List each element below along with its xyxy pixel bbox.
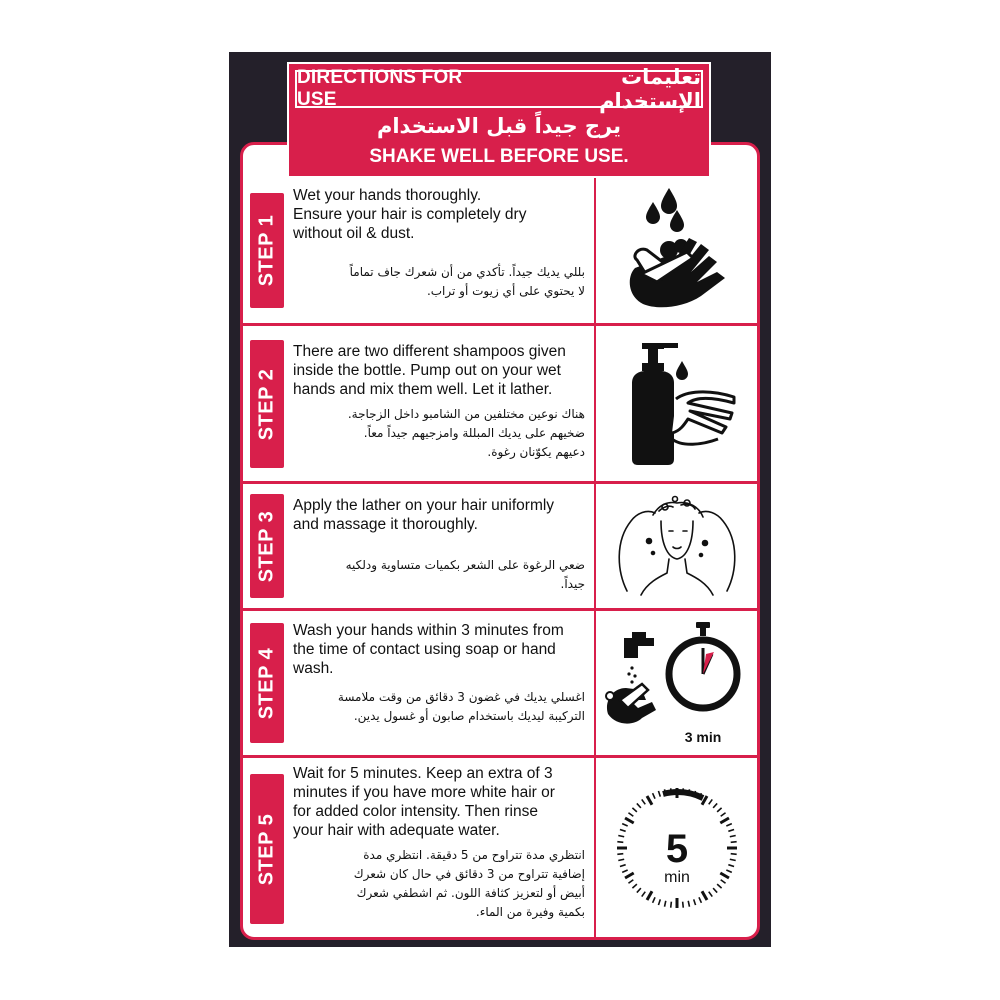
dial-tick — [694, 899, 696, 905]
dial-tick — [730, 835, 736, 836]
hair-massage-icon — [598, 484, 756, 608]
dial-tick — [625, 818, 634, 823]
step-2 — [243, 326, 757, 481]
dial-tick — [628, 812, 633, 816]
dial-tick — [628, 879, 633, 883]
text-line: Wash your hands within 3 minutes from — [293, 622, 564, 639]
step-label: STEP 5 — [255, 813, 278, 885]
text-line: جيداً. — [560, 577, 585, 591]
five-minute-timer-icon — [598, 758, 756, 937]
dial-tick — [637, 803, 641, 807]
text-line: لا يحتوي على أي زيوت أو تراب. — [426, 284, 585, 298]
text-line: هناك نوعين مختلفين من الشامبو داخل الزجاجة. — [347, 407, 585, 421]
text-line: انتظري مدة تتراوح من 5 دقيقة. انتظري مدة — [363, 848, 585, 862]
step-instructions-arabic — [293, 556, 593, 594]
text-line: your hair with adequate water. — [293, 822, 500, 839]
timer-label: 3 min — [684, 729, 722, 745]
dial-tick — [720, 873, 729, 878]
text-line: دعيهم يكوّنان رغوة. — [487, 445, 585, 459]
step-label: STEP 4 — [255, 647, 278, 719]
dial-tick — [637, 888, 641, 892]
text-line: Apply the lather on your hair uniformly — [293, 497, 555, 514]
step-instructions-english — [293, 186, 593, 243]
dial-tick — [709, 891, 713, 896]
step-instructions-english — [293, 496, 593, 534]
text-line: Wait for 5 minutes. Keep an extra of 3 — [293, 765, 553, 782]
dial-tick — [617, 841, 623, 842]
shake-note-english: SHAKE WELL BEFORE USE. — [369, 146, 629, 167]
dial-tick — [632, 884, 636, 888]
text-line: إضافية تتراوح من 3 دقائق في حال كان شعرك — [353, 867, 585, 881]
wet-hands-icon — [598, 178, 756, 323]
text-line: أبيض أو لتعزيز كثافة اللون. ثم اشطفي شعرك — [356, 886, 585, 900]
wash-hands-timer-icon — [598, 611, 756, 755]
step-3 — [243, 484, 757, 608]
step-text — [293, 186, 593, 301]
dial-tick — [625, 873, 634, 878]
title-arabic: تعليمات الإستخدام — [599, 65, 701, 113]
step-label: STEP 1 — [255, 214, 278, 287]
step-instructions-english — [293, 342, 593, 399]
dial-tick — [683, 901, 684, 907]
dial-tick — [642, 891, 646, 896]
dial-tick — [642, 799, 646, 804]
step-5 — [243, 758, 757, 937]
step-instructions-arabic — [293, 405, 593, 462]
text-line: without oil & dust. — [293, 225, 415, 242]
dial-tick — [622, 869, 627, 871]
dial-tick — [720, 818, 729, 823]
dial-tick — [717, 884, 721, 888]
step-label-tab — [250, 774, 284, 924]
dial-tick — [653, 897, 655, 902]
dial-tick — [731, 853, 737, 854]
dial-tick — [618, 835, 624, 836]
dial-tick — [665, 900, 666, 906]
dial-tick — [688, 900, 689, 906]
timer-unit: min — [664, 868, 690, 886]
dial-tick — [721, 812, 726, 816]
dial-tick — [658, 790, 660, 796]
step-label: STEP 3 — [255, 510, 278, 582]
step-text — [293, 621, 593, 726]
step-text — [293, 496, 593, 594]
step-instructions-arabic — [293, 263, 593, 301]
header-banner — [287, 62, 711, 178]
text-line: اغسلي يديك في غضون 3 دقائق من وقت ملامسة — [337, 690, 585, 704]
step-label-tab — [250, 494, 284, 598]
dial-tick — [728, 829, 734, 831]
timer-number: 5 — [665, 826, 689, 871]
text-line: inside the bottle. Pump out on your wet — [293, 362, 561, 379]
text-line: بكمية وفيرة من الماء. — [475, 905, 585, 919]
step-instructions-english — [293, 764, 593, 840]
dial-tick — [713, 888, 717, 892]
dial-tick — [731, 841, 737, 842]
dial-tick — [713, 803, 717, 807]
step-label: STEP 2 — [255, 368, 278, 440]
dial-tick — [721, 879, 726, 883]
dial-tick — [647, 891, 652, 900]
text-line: There are two different shampoos given — [293, 343, 566, 360]
text-line: wash. — [293, 660, 334, 677]
step-instructions-arabic — [293, 846, 593, 922]
step-label-tab — [250, 193, 284, 308]
step-text — [293, 764, 593, 922]
dial-tick — [658, 899, 660, 905]
step-text — [293, 342, 593, 462]
title-english: DIRECTIONS FOR USE — [297, 67, 463, 110]
title-bar — [295, 65, 703, 113]
dial-tick — [620, 864, 626, 866]
dial-tick — [671, 901, 672, 907]
dial-tick — [622, 823, 627, 825]
dial-tick — [699, 897, 701, 902]
pump-bottle-icon — [598, 326, 756, 481]
dial-tick — [620, 829, 626, 831]
text-line: ضخيهم على يديك المبللة وامزجيهم جيداً معاً. — [363, 426, 585, 440]
dial-tick — [726, 823, 731, 825]
text-line: minutes if you have more white hair or — [293, 784, 555, 801]
dial-tick — [632, 807, 636, 811]
text-line: التركيبة ليديك باستخدام صابون أو غسول يدين. — [353, 709, 585, 723]
dial-tick — [653, 793, 655, 798]
dial-tick — [618, 859, 624, 860]
step-label-tab — [250, 623, 284, 743]
text-line: and massage it thoroughly. — [293, 516, 478, 533]
dial-tick — [709, 799, 713, 804]
dial-tick — [702, 891, 707, 900]
text-line: the time of contact using soap or hand — [293, 641, 556, 658]
dial-tick — [730, 859, 736, 860]
text-line: ضعي الرغوة على الشعر بكميات متساوية ودلكيه — [345, 558, 585, 572]
text-line: for added color intensity. Then rinse — [293, 803, 538, 820]
step-1 — [243, 178, 757, 323]
text-line: Ensure your hair is completely dry — [293, 206, 527, 223]
text-line: بللي يديك جيداً. تأكدي من أن شعرك جاف تماماً — [349, 265, 585, 279]
step-instructions-arabic — [293, 688, 593, 726]
dial-tick — [717, 807, 721, 811]
dial-tick — [617, 853, 623, 854]
shake-note-arabic: يرج جيداً قبل الاستخدام — [376, 114, 622, 138]
step-label-tab — [250, 340, 284, 468]
dial-tick — [647, 796, 652, 805]
dial-tick — [728, 864, 734, 866]
text-line: hands and mix them well. Let it lather. — [293, 381, 553, 398]
step-4 — [243, 611, 757, 755]
text-line: Wet your hands thoroughly. — [293, 187, 482, 204]
step-instructions-english — [293, 621, 593, 678]
dial-tick — [726, 869, 731, 871]
